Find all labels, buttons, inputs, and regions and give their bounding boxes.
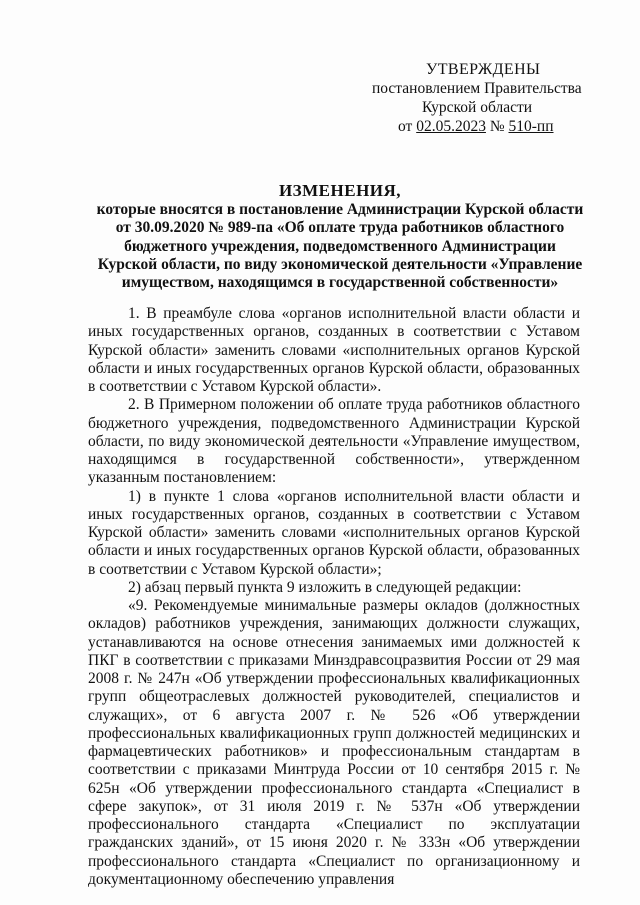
heading-line: от 30.09.2020 № 989-па «Об оплате труда работников областного (115, 219, 565, 237)
paragraph-regulation-change: 2. В Примерном положении об оплате труда работников областного бюджетного учреждения, подведомственного Администрации Курской области, по виду экономической деятельности «Управление имуществом, находящимся в государственной собственности», утвержденном указанным постановлением: (88, 396, 580, 487)
heading-title: ИЗМЕНЕНИЯ, (278, 181, 402, 200)
paragraph-item-2: 2) абзац первый пункта 9 изложить в следующей редакции: (128, 578, 522, 596)
document-body (88, 305, 580, 889)
heading-line: Курской области, по виду экономической деятельности «Управление (97, 255, 583, 273)
approval-date-prefix: от (398, 118, 417, 135)
paragraph-item-1: 1) в пункте 1 слова «органов исполнительной власти области и иных государственных органов, созданных в соответствии с Уставом Курской области» заменить словами «исполнительных органов Курской области и иных государственных органов Курской области, образованных в соответствии с Уставом Курской области»; (88, 487, 580, 578)
heading-line: бюджетного учреждения, подведомственного Администрации (124, 237, 556, 255)
approval-number: 510-пп (508, 118, 554, 135)
heading-line: имуществом, находящимся в государственной собственности» (121, 274, 559, 292)
approval-number-sign: № (485, 118, 509, 135)
document-heading (80, 182, 600, 292)
approval-line-1: постановлением Правительства (372, 80, 582, 97)
approval-date: 02.05.2023 (416, 118, 486, 135)
paragraph-clause-9: «9. Рекомендуемые минимальные размеры окладов (должностных окладов) работников учреждения, занимающих должности служащих, устанавливаются на основе отнесения занимаемых ими должностей к ПКГ в соответствии с приказами Минздравсоцразвития России от 29 мая 2008 г. № 247н «Об утверждении профессиональных квалификационных групп общеотраслевых должностей руководителей, специалистов и служащих», от 6 августа 2007 г. № 526 «Об утверждении профессиональных квалификационных групп должностей медицинских и фармацевтических работников» и профессиональным стандартам в соответствии с приказами Минтруда России от 10 сентября 2015 г. № 625н «Об утверждении профессионального стандарта «Специалист в сфере закупок», от 31 июля 2019 г. № 537н «Об утверждении профессионального стандарта «Специалист по эксплуатации гражданских зданий», от 15 июня 2020 г. № 333н «Об утверждении профессионального стандарта «Специалист по организационному и документационному обеспечению управления (88, 597, 580, 888)
approval-date-line (360, 117, 600, 136)
approval-title: УТВЕРЖДЕНЫ (426, 61, 541, 78)
approval-line-2: Курской области (422, 99, 533, 116)
approval-stamp (360, 60, 600, 136)
paragraph-preamble-change: 1. В преамбуле слова «органов исполнительной власти области и иных государственных органов, созданных в соответствии с Уставом Курской области» заменить словами «исполнительных органов Курской области и иных государственных органов Курской области, образованных в соответствии с Уставом Курской области». (88, 305, 580, 395)
heading-line: которые вносятся в постановление Администрации Курской области (96, 201, 584, 219)
